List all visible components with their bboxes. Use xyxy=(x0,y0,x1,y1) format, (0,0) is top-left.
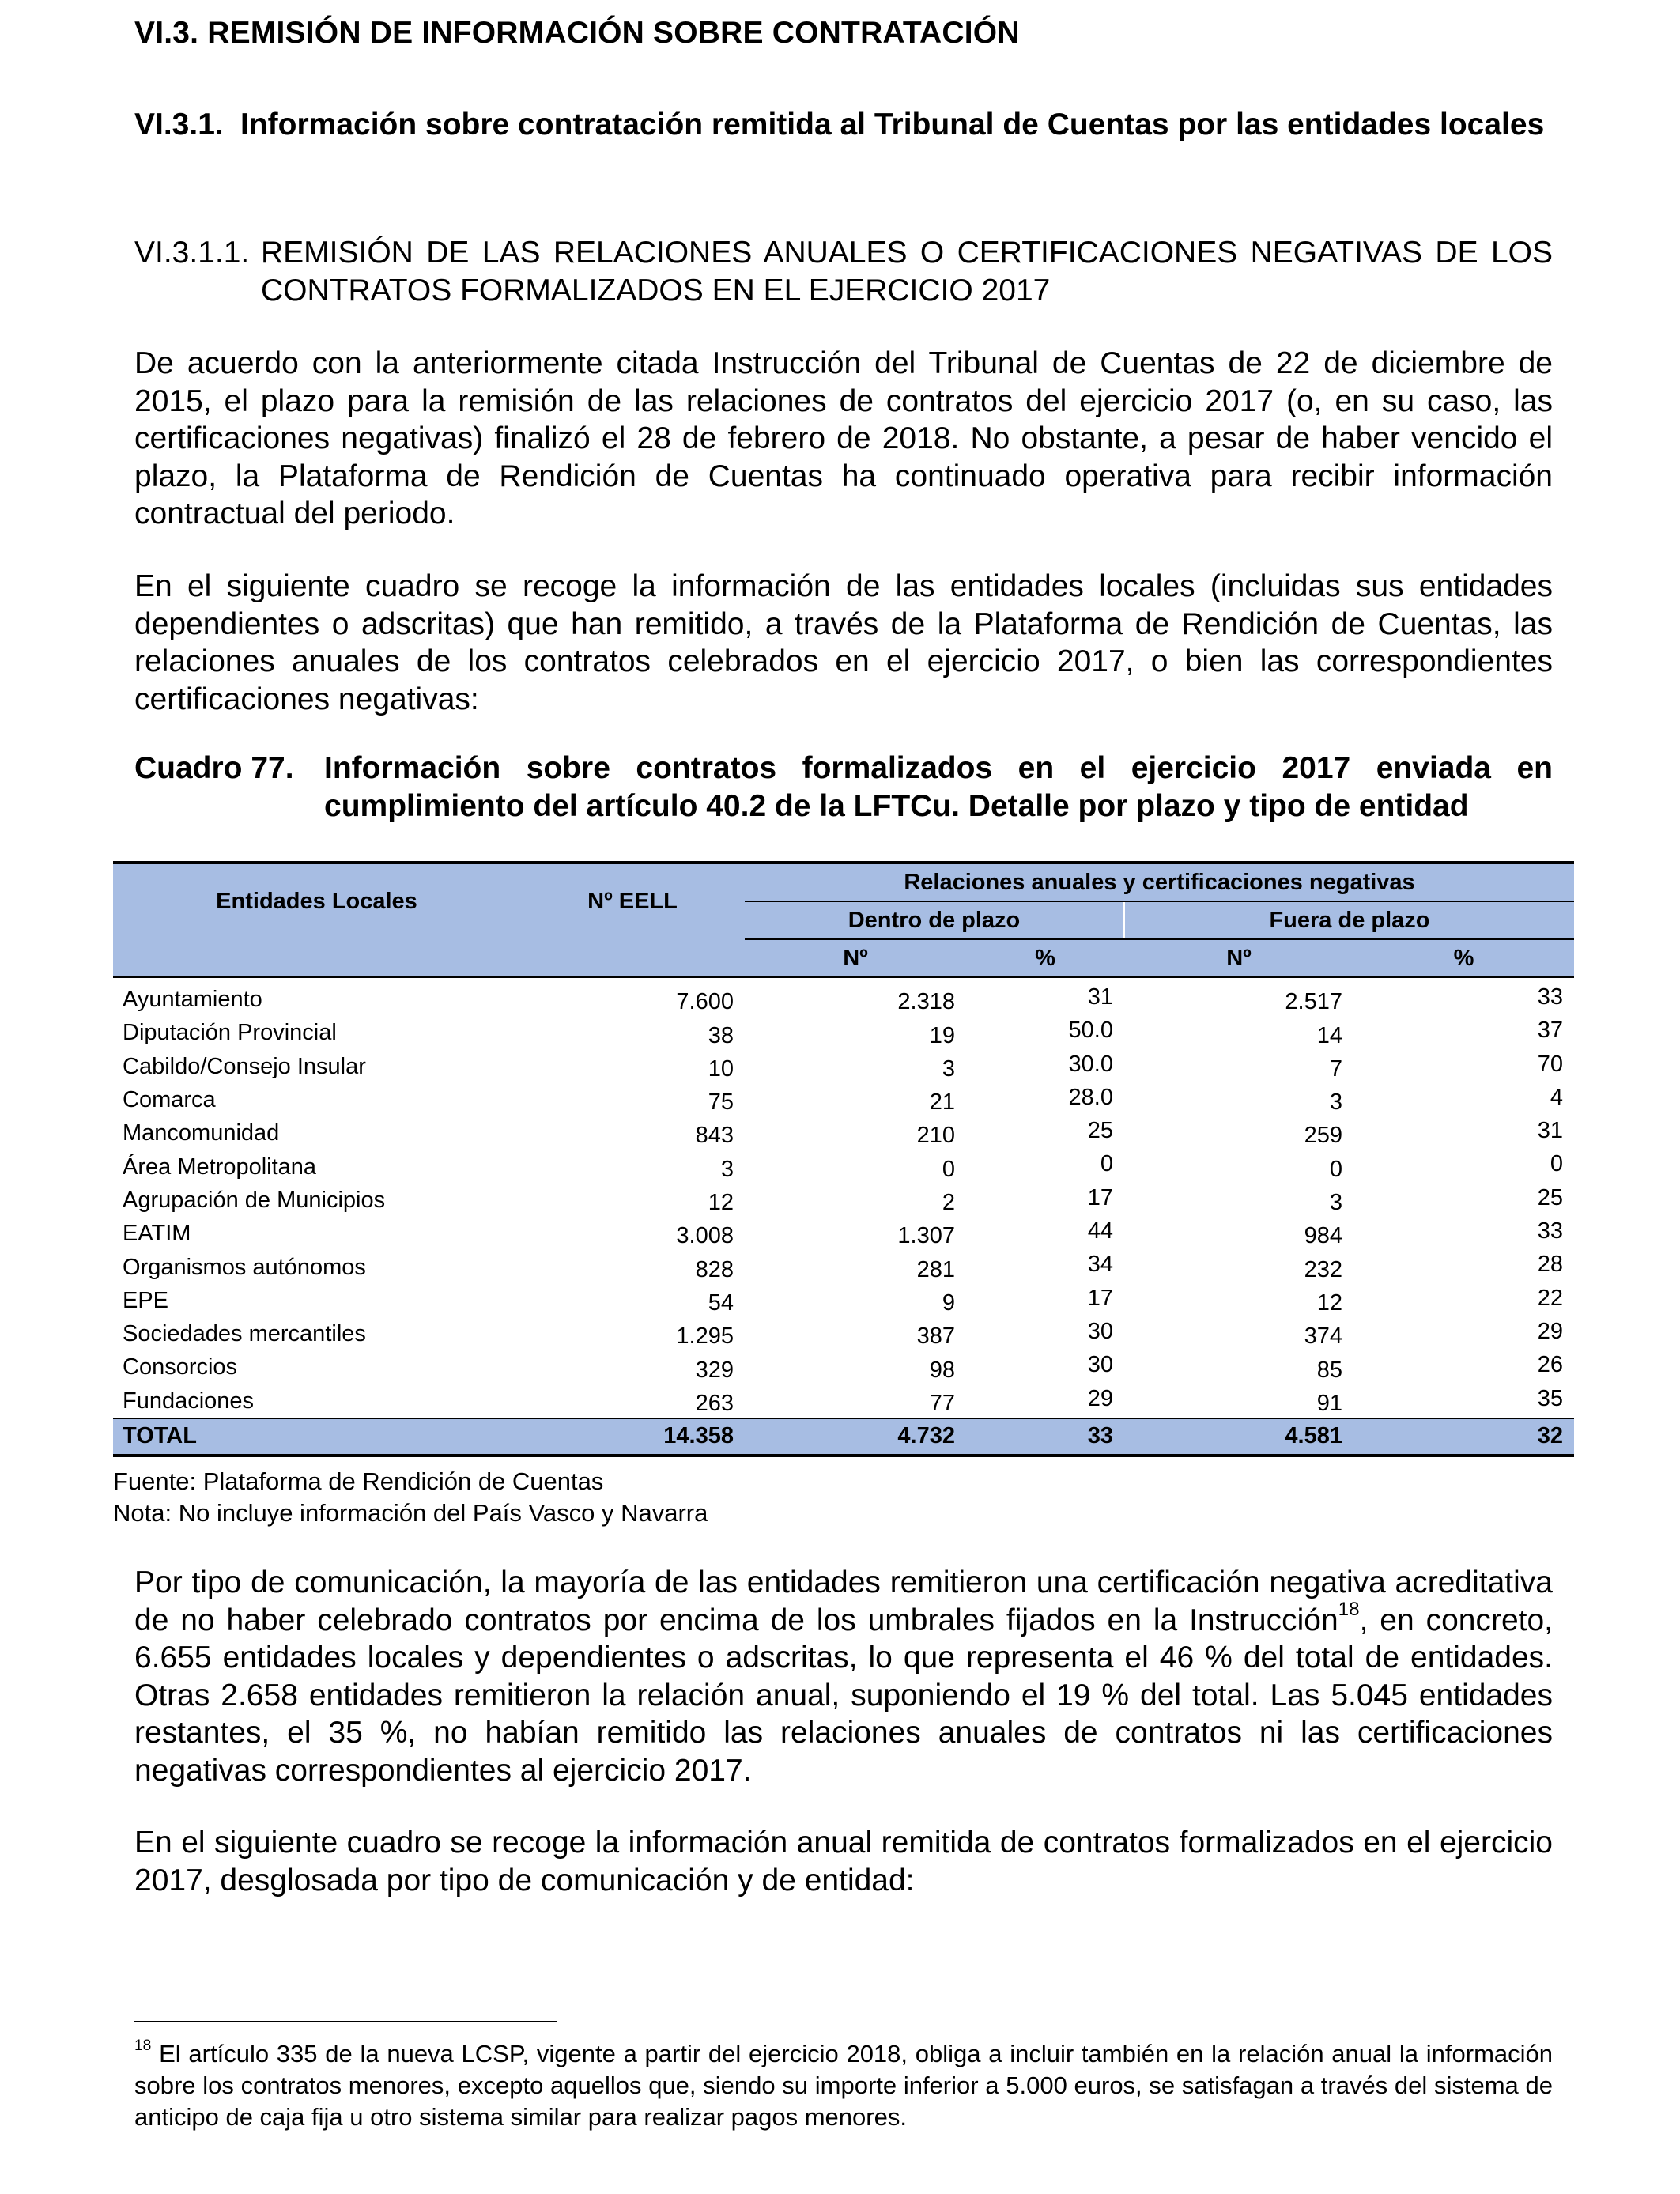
cell-fuera-n: 14 xyxy=(1316,1022,1342,1048)
cell-dentro-pct: 29 xyxy=(1087,1385,1113,1411)
cell-dentro-n: 21 xyxy=(929,1089,955,1116)
cell-dentro-pct: 50.0 xyxy=(1068,1018,1113,1044)
table-row xyxy=(113,1250,1574,1283)
cell-n-eell: 1.295 xyxy=(676,1324,734,1350)
subsubsection-number: VI.3.1.1. xyxy=(134,236,250,270)
cell-n-eell: 843 xyxy=(695,1123,734,1149)
cell-n-eell: 3 xyxy=(720,1156,734,1182)
paragraph-4: En el siguiente cuadro se recoge la información anual remitida de contratos formalizados en el ejercicio 2017, desglosada por tipo de comunicación y de entidad: xyxy=(134,1826,1553,1898)
cell-fuera-pct: 37 xyxy=(1537,1018,1563,1044)
table-row xyxy=(113,1083,1574,1116)
table-body xyxy=(113,977,1574,1418)
cell-n-eell: 10 xyxy=(708,1055,734,1082)
header-empty-1 xyxy=(113,939,520,977)
footnote-ref[interactable]: 18 xyxy=(1338,1598,1360,1620)
cell-n-eell: 38 xyxy=(708,1022,734,1048)
cell-entidad: Organismos autónomos xyxy=(123,1254,366,1280)
cell-entidad: EPE xyxy=(123,1287,169,1313)
cell-dentro-n: 387 xyxy=(916,1324,955,1350)
cell-n-eell: 263 xyxy=(695,1390,734,1416)
cell-fuera-n: 91 xyxy=(1316,1390,1342,1416)
cell-n-eell: 12 xyxy=(708,1190,734,1216)
cell-fuera-n: 7 xyxy=(1329,1055,1342,1082)
footnote xyxy=(134,2038,1553,2133)
cell-dentro-pct: 30 xyxy=(1087,1352,1113,1378)
paragraph-3-text-a: Por tipo de comunicación, la mayoría de las entidades remitieron una certificación negativa acreditativa de no haber celebrado contratos por encima de los umbrales fijados en la Instrucción xyxy=(134,1565,1553,1637)
table-caption xyxy=(134,750,1553,825)
table-row xyxy=(113,1116,1574,1150)
cell-fuera-n: 3 xyxy=(1329,1190,1342,1216)
table-row xyxy=(113,1317,1574,1350)
cell-fuera-pct: 70 xyxy=(1537,1051,1563,1077)
cell-fuera-n: 12 xyxy=(1316,1290,1342,1316)
table-row xyxy=(113,1184,1574,1217)
header-n-eell: Nº EELL xyxy=(520,863,745,939)
cell-fuera-pct: 0 xyxy=(1550,1151,1563,1177)
cell-fuera-n: 2.517 xyxy=(1285,989,1342,1015)
table-row xyxy=(113,1150,1574,1183)
subsubsection-title: REMISIÓN DE LAS RELACIONES ANUALES O CERTIFICACIONES NEGATIVAS DE LOS CONTRATOS FORMALIZADOS EN EL EJERCICIO 2017 xyxy=(261,236,1553,308)
contracts-table xyxy=(113,861,1574,1457)
cell-fuera-n: 0 xyxy=(1329,1156,1342,1182)
cell-dentro-pct: 30.0 xyxy=(1068,1051,1113,1077)
table-source: Fuente: Plataforma de Rendición de Cuentas xyxy=(113,1467,604,1495)
footnote-text: El artículo 335 de la nueva LCSP, vigente a partir del ejercicio 2018, obliga a incluir también en la relación anual la información sobre los contratos menores, excepto aquellos que, siendo su importe inferior a 5.000 euros, se satisfagan a través del sistema de anticipo de caja fija u otro sistema similar para realizar pagos menores. xyxy=(134,2040,1553,2131)
table-caption-number: Cuadro 77. xyxy=(134,751,294,785)
cell-n-eell: 75 xyxy=(708,1089,734,1116)
cell-entidad: Cabildo/Consejo Insular xyxy=(123,1053,366,1079)
footnote-number: 18 xyxy=(134,2037,152,2054)
header-dentro-plazo: Dentro de plazo xyxy=(745,901,1124,939)
cell-n-eell: 329 xyxy=(695,1357,734,1383)
table-row xyxy=(113,1384,1574,1418)
table-row xyxy=(113,1050,1574,1083)
cell-dentro-n: 2.318 xyxy=(897,989,955,1015)
cell-entidad: Sociedades mercantiles xyxy=(123,1321,366,1347)
footnote-separator xyxy=(134,2021,557,2022)
cell-n-eell: 7.600 xyxy=(676,989,734,1015)
cell-dentro-n: 1.307 xyxy=(897,1223,955,1249)
subsection-title: Información sobre contratación remitida al Tribunal de Cuentas por las entidades locales xyxy=(240,108,1545,142)
total-fuera-n: 4.581 xyxy=(1124,1418,1353,1456)
paragraph-3 xyxy=(134,1564,1553,1789)
header-entidades: Entidades Locales xyxy=(113,863,520,939)
cell-dentro-pct: 17 xyxy=(1087,1285,1113,1311)
cell-fuera-n: 984 xyxy=(1304,1223,1342,1249)
table-row xyxy=(113,1016,1574,1049)
cell-fuera-n: 374 xyxy=(1304,1324,1342,1350)
cell-fuera-pct: 29 xyxy=(1537,1318,1563,1344)
cell-entidad: Diputación Provincial xyxy=(123,1020,337,1046)
section-heading: VI.3. REMISIÓN DE INFORMACIÓN SOBRE CONTRATACIÓN xyxy=(134,16,1020,50)
cell-fuera-pct: 4 xyxy=(1550,1084,1563,1110)
header-n-dentro: Nº xyxy=(745,939,966,977)
cell-dentro-pct: 28.0 xyxy=(1068,1084,1113,1110)
cell-dentro-n: 98 xyxy=(929,1357,955,1383)
cell-fuera-n: 232 xyxy=(1304,1256,1342,1282)
table-caption-title: Información sobre contratos formalizados en el ejercicio 2017 enviada en cumplimiento del artículo 40.2 de la LFTCu. Detalle por plazo y tipo de entidad xyxy=(324,751,1553,823)
cell-entidad: Mancomunidad xyxy=(123,1120,280,1146)
cell-n-eell: 3.008 xyxy=(676,1223,734,1249)
total-dentro-n: 4.732 xyxy=(745,1418,966,1456)
cell-entidad: Agrupación de Municipios xyxy=(123,1187,386,1213)
cell-fuera-pct: 35 xyxy=(1537,1385,1563,1411)
cell-dentro-pct: 17 xyxy=(1087,1184,1113,1210)
table-row xyxy=(113,1350,1574,1384)
cell-dentro-pct: 34 xyxy=(1087,1252,1113,1278)
cell-entidad: EATIM xyxy=(123,1221,191,1247)
paragraph-1: De acuerdo con la anteriormente citada Instrucción del Tribunal de Cuentas de 22 de diciembre de 2015, el plazo para la remisión de las relaciones de contratos del ejercicio 2017 (o, en su caso, las certificaciones negativas) finalizó el 28 de febrero de 2018. No obstante, a pesar de haber vencido el plazo, la Plataforma de Rendición de Cuentas ha continuado operativa para recibir información contractual del periodo. xyxy=(134,346,1553,531)
cell-entidad: Ayuntamiento xyxy=(123,987,262,1013)
cell-dentro-pct: 30 xyxy=(1087,1318,1113,1344)
cell-fuera-pct: 22 xyxy=(1537,1285,1563,1311)
cell-fuera-pct: 28 xyxy=(1537,1252,1563,1278)
header-pct-dentro: % xyxy=(966,939,1124,977)
cell-dentro-pct: 31 xyxy=(1087,984,1113,1010)
subsection-number: VI.3.1. xyxy=(134,108,224,142)
cell-dentro-pct: 44 xyxy=(1087,1218,1113,1244)
total-dentro-pct: 33 xyxy=(966,1418,1124,1456)
cell-fuera-pct: 33 xyxy=(1537,1218,1563,1244)
table-row xyxy=(113,1217,1574,1250)
cell-dentro-n: 19 xyxy=(929,1022,955,1048)
cell-fuera-pct: 25 xyxy=(1537,1184,1563,1210)
cell-n-eell: 54 xyxy=(708,1290,734,1316)
table-total-row xyxy=(113,1418,1574,1456)
cell-entidad: Fundaciones xyxy=(123,1388,255,1414)
table-row xyxy=(113,977,1574,1016)
cell-fuera-pct: 33 xyxy=(1537,984,1563,1010)
header-fuera-plazo: Fuera de plazo xyxy=(1124,901,1574,939)
paragraph-2: En el siguiente cuadro se recoge la información de las entidades locales (incluidas sus entidades dependientes o adscritas) que han remitido, a través de la Plataforma de Rendición de Cuentas, las relaciones anuales de los contratos celebrados en el ejercicio 2017, o bien las correspondientes certificaciones negativas: xyxy=(134,569,1553,716)
cell-dentro-n: 0 xyxy=(942,1156,955,1182)
cell-fuera-n: 85 xyxy=(1316,1357,1342,1383)
paragraph-3-text-b: , en concreto, 6.655 entidades locales y dependientes o adscritas, lo que representa el 46 % del total de entidades. Otras 2.658 entidades remitieron la relación anual, suponiendo el 19 % del total. Las 5.045 entidades restantes, el 35 %, no habían remitido las relaciones anuales de contratos ni las certificaciones negativas correspondientes al ejercicio 2017. xyxy=(134,1603,1553,1788)
cell-dentro-n: 9 xyxy=(942,1290,955,1316)
subsubsection-heading xyxy=(134,234,1553,310)
cell-dentro-pct: 25 xyxy=(1087,1118,1113,1144)
cell-dentro-n: 281 xyxy=(916,1256,955,1282)
cell-entidad: Consorcios xyxy=(123,1354,238,1380)
cell-entidad: Comarca xyxy=(123,1087,216,1113)
table-row xyxy=(113,1284,1574,1317)
header-pct-fuera: % xyxy=(1353,939,1574,977)
cell-entidad: Área Metropolitana xyxy=(123,1154,317,1180)
cell-fuera-pct: 26 xyxy=(1537,1352,1563,1378)
header-empty-2 xyxy=(520,939,745,977)
cell-n-eell: 828 xyxy=(695,1256,734,1282)
cell-fuera-pct: 31 xyxy=(1537,1118,1563,1144)
total-fuera-pct: 32 xyxy=(1353,1418,1574,1456)
cell-fuera-n: 3 xyxy=(1329,1089,1342,1116)
cell-dentro-pct: 0 xyxy=(1100,1151,1113,1177)
subsection-heading xyxy=(134,106,1553,144)
total-eell: 14.358 xyxy=(520,1418,745,1456)
header-group: Relaciones anuales y certificaciones negativas xyxy=(745,863,1574,901)
table-note: Nota: No incluye información del País Vasco y Navarra xyxy=(113,1499,708,1527)
cell-dentro-n: 2 xyxy=(942,1190,955,1216)
header-n-fuera: Nº xyxy=(1124,939,1353,977)
cell-dentro-n: 77 xyxy=(929,1390,955,1416)
cell-fuera-n: 259 xyxy=(1304,1123,1342,1149)
cell-dentro-n: 210 xyxy=(916,1123,955,1149)
total-label: TOTAL xyxy=(113,1418,520,1456)
cell-dentro-n: 3 xyxy=(942,1055,955,1082)
